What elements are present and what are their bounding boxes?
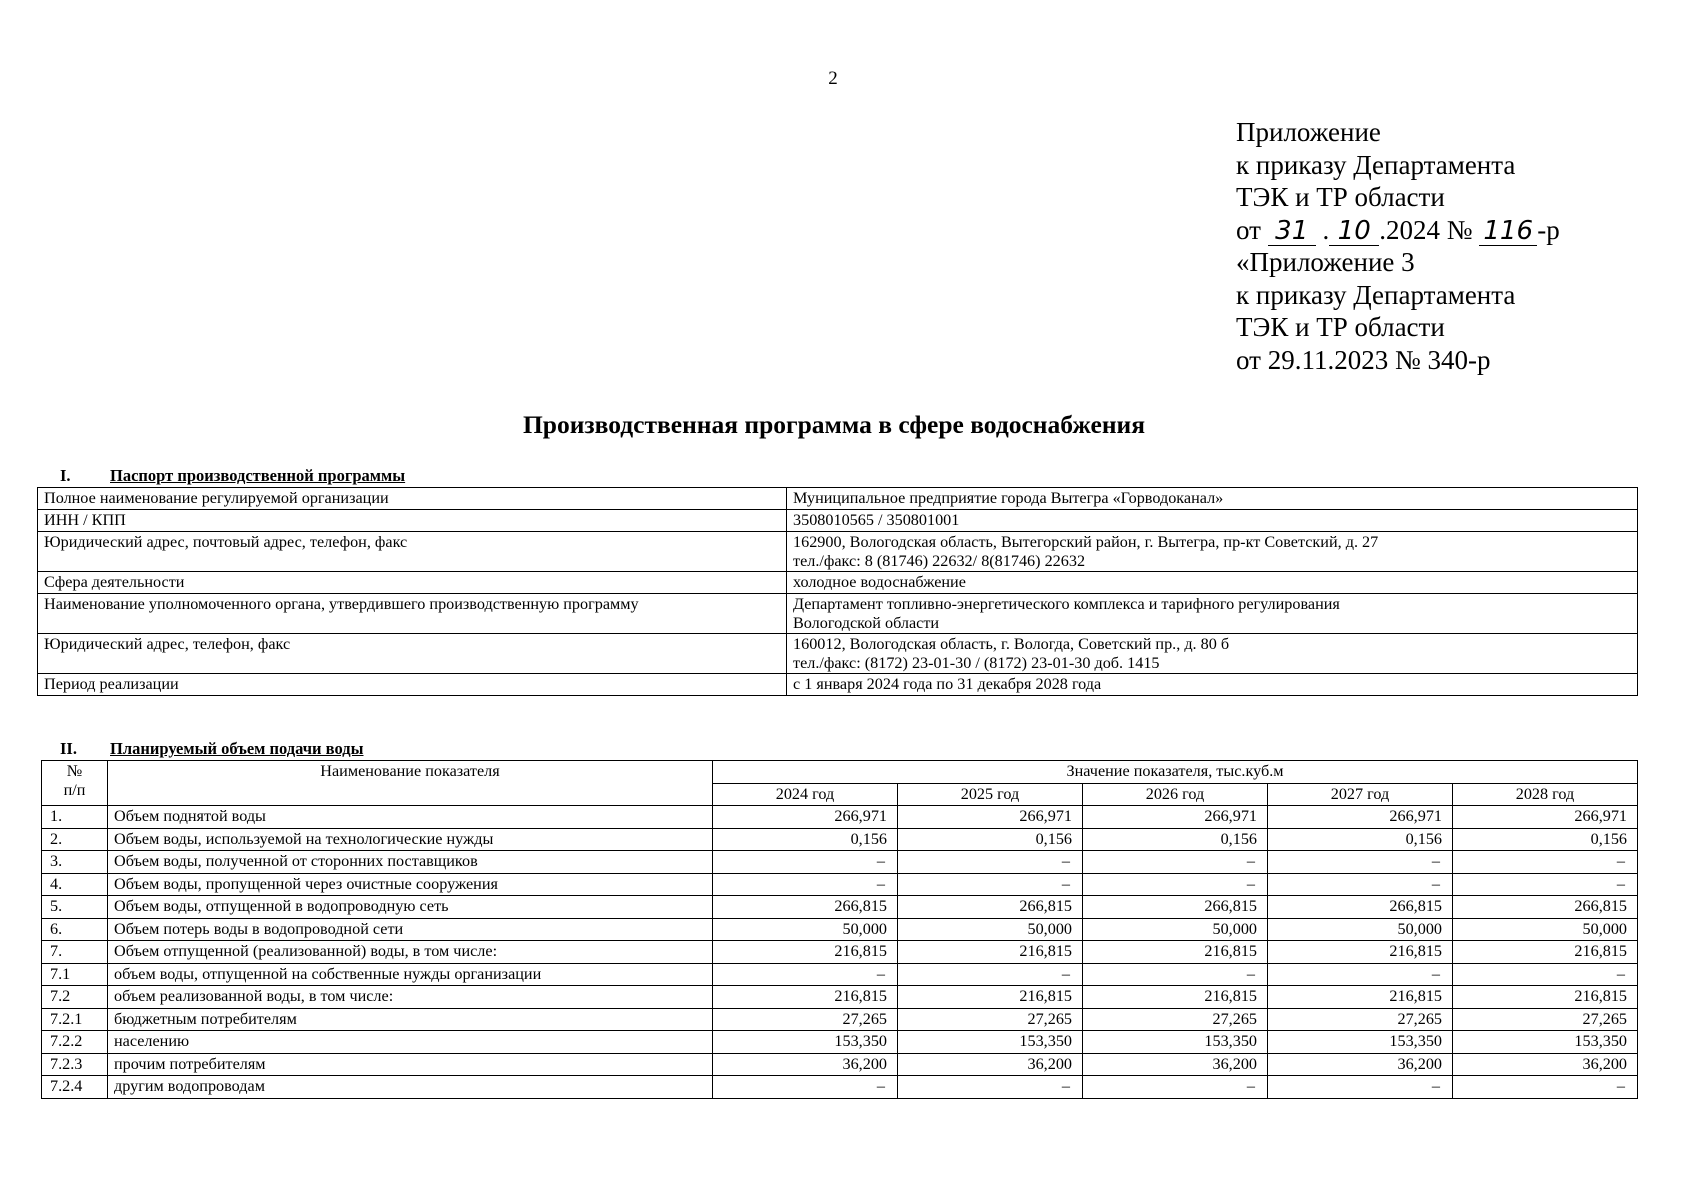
passport-label: ИНН / КПП — [38, 510, 787, 532]
appendix-reference — [1236, 116, 1560, 376]
indicator-value: 216,815 — [1453, 986, 1638, 1009]
passport-label: Сфера деятельности — [38, 572, 787, 594]
indicator-value: 27,265 — [898, 1008, 1083, 1031]
appendix-line: Приложение — [1236, 117, 1381, 147]
indicator-value: 153,350 — [713, 1031, 898, 1054]
row-number: 5. — [42, 896, 108, 919]
table-row — [38, 510, 1638, 532]
indicator-value: – — [713, 1076, 898, 1099]
passport-value — [787, 674, 1638, 696]
indicator-name: другим водопроводам — [108, 1076, 713, 1099]
section-2-number: II. — [60, 739, 77, 758]
appendix-suffix: -р — [1537, 214, 1560, 245]
table-row — [42, 986, 1638, 1009]
indicator-name: объем воды, отпущенной на собственные нужды организации — [108, 963, 713, 986]
row-number: 7.2 — [42, 986, 108, 1009]
indicator-value: – — [1083, 1076, 1268, 1099]
table-row — [42, 1031, 1638, 1054]
page-number: 2 — [828, 68, 838, 89]
row-number: 7.2.2 — [42, 1031, 108, 1054]
row-number: 7.2.1 — [42, 1008, 108, 1031]
passport-value-line: холодное водоснабжение — [793, 573, 966, 591]
indicator-value: – — [1083, 851, 1268, 874]
indicator-value: 216,815 — [1083, 986, 1268, 1009]
indicator-value: 50,000 — [1268, 918, 1453, 941]
row-number: 6. — [42, 918, 108, 941]
indicator-value: 153,350 — [898, 1031, 1083, 1054]
indicator-name: Объем потерь воды в водопроводной сети — [108, 918, 713, 941]
appendix-line: ТЭК и ТР области — [1236, 312, 1445, 342]
indicator-value: 216,815 — [1268, 941, 1453, 964]
indicator-value: 153,350 — [1083, 1031, 1268, 1054]
indicator-value: 266,971 — [1453, 806, 1638, 829]
row-number: 2. — [42, 828, 108, 851]
indicator-value: 266,815 — [898, 896, 1083, 919]
table-row — [42, 1008, 1638, 1031]
row-number: 7. — [42, 941, 108, 964]
indicator-value: 50,000 — [1453, 918, 1638, 941]
indicator-value: 216,815 — [713, 986, 898, 1009]
column-header-year: 2024 год — [713, 783, 898, 806]
passport-value — [787, 488, 1638, 510]
table-row — [42, 941, 1638, 964]
passport-value-line: тел./факс: (8172) 23-01-30 / (8172) 23-01-30 доб. 1415 — [793, 654, 1160, 672]
indicator-value: – — [898, 873, 1083, 896]
indicator-value: 36,200 — [1453, 1053, 1638, 1076]
appendix-line: к приказу Департамента — [1236, 149, 1516, 180]
indicator-name: прочим потребителям — [108, 1053, 713, 1076]
indicator-value: 0,156 — [1268, 828, 1453, 851]
indicator-value: – — [898, 963, 1083, 986]
section-2-heading — [60, 739, 364, 759]
section-1-title: Паспорт производственной программы — [110, 466, 406, 485]
appendix-line: «Приложение 3 — [1236, 247, 1415, 277]
indicator-value: 153,350 — [1453, 1031, 1638, 1054]
indicator-value: 0,156 — [1453, 828, 1638, 851]
indicator-value: – — [1083, 963, 1268, 986]
passport-value-line: с 1 января 2024 года по 31 декабря 2028 года — [793, 675, 1102, 693]
table-row — [38, 572, 1638, 594]
table-row — [42, 851, 1638, 874]
indicator-value: – — [713, 963, 898, 986]
indicator-value: 266,815 — [1268, 896, 1453, 919]
indicator-value: 36,200 — [713, 1053, 898, 1076]
indicator-value: 0,156 — [898, 828, 1083, 851]
row-number: 1. — [42, 806, 108, 829]
indicator-name: объем реализованной воды, в том числе: — [108, 986, 713, 1009]
indicator-value: 216,815 — [1453, 941, 1638, 964]
indicator-value: – — [1268, 851, 1453, 874]
indicator-value: 216,815 — [898, 941, 1083, 964]
column-header-year: 2027 год — [1268, 783, 1453, 806]
passport-value — [787, 532, 1638, 572]
table-row — [42, 873, 1638, 896]
indicator-value: 266,815 — [713, 896, 898, 919]
indicator-value: 216,815 — [898, 986, 1083, 1009]
table-row — [38, 488, 1638, 510]
indicator-value: 27,265 — [1268, 1008, 1453, 1031]
indicator-value: 153,350 — [1268, 1031, 1453, 1054]
document-title: Производственная программа в сфере водоснабжения — [522, 410, 1146, 439]
indicator-value: 27,265 — [1083, 1008, 1268, 1031]
table-row — [42, 1076, 1638, 1099]
indicator-name: Объем воды, используемой на технологические нужды — [108, 828, 713, 851]
passport-value-line: 3508010565 / 350801001 — [793, 511, 960, 529]
passport-value — [787, 510, 1638, 532]
column-header-year: 2025 год — [898, 783, 1083, 806]
table-header-row — [42, 761, 1638, 784]
indicator-value: 266,815 — [1083, 896, 1268, 919]
appendix-order-date-line: от 31 . 10 .2024 № 116 -р — [1236, 214, 1560, 246]
column-header-value-group: Значение показателя, тыс.куб.м — [713, 761, 1638, 784]
table-row — [38, 594, 1638, 634]
indicator-value: 216,815 — [1083, 941, 1268, 964]
appendix-line: от 29.11.2023 № 340-р — [1236, 344, 1491, 375]
indicator-value: 50,000 — [1083, 918, 1268, 941]
indicator-name: бюджетным потребителям — [108, 1008, 713, 1031]
indicator-value: – — [1453, 873, 1638, 896]
indicator-value: – — [1083, 873, 1268, 896]
handwritten-order-number: 116 — [1479, 217, 1537, 246]
column-header-year: 2026 год — [1083, 783, 1268, 806]
table-row — [42, 1053, 1638, 1076]
passport-value-line: тел./факс: 8 (81746) 22632/ 8(81746) 22632 — [793, 552, 1086, 570]
passport-table — [37, 487, 1638, 696]
passport-label: Юридический адрес, почтовый адрес, телефон, факс — [38, 532, 787, 572]
passport-value-line: Департамент топливно-энергетического комплекса и тарифного регулирования — [793, 595, 1340, 613]
indicator-value: 50,000 — [898, 918, 1083, 941]
appendix-line: ТЭК и ТР области — [1236, 182, 1445, 212]
indicator-name: Объем отпущенной (реализованной) воды, в том числе: — [108, 941, 713, 964]
indicator-name: Объем воды, полученной от сторонних поставщиков — [108, 851, 713, 874]
passport-value — [787, 634, 1638, 674]
indicator-value: – — [1453, 851, 1638, 874]
indicator-name: Объем воды, пропущенной через очистные сооружения — [108, 873, 713, 896]
passport-label: Период реализации — [38, 674, 787, 696]
indicator-value: 27,265 — [1453, 1008, 1638, 1031]
table-row — [38, 634, 1638, 674]
table-row — [38, 532, 1638, 572]
indicator-value: 266,971 — [1083, 806, 1268, 829]
section-2-title: Планируемый объем подачи воды — [110, 739, 364, 758]
indicator-value: 50,000 — [713, 918, 898, 941]
indicator-value: – — [1268, 873, 1453, 896]
indicator-value: – — [1453, 963, 1638, 986]
handwritten-day: 31 — [1268, 217, 1316, 246]
passport-value — [787, 572, 1638, 594]
column-header-number-line: № — [66, 762, 83, 780]
row-number: 3. — [42, 851, 108, 874]
indicator-value: – — [1268, 963, 1453, 986]
passport-value-line: Муниципальное предприятие города Вытегра «Горводоканал» — [793, 489, 1224, 507]
row-number: 7.1 — [42, 963, 108, 986]
indicator-value: 36,200 — [1268, 1053, 1453, 1076]
appendix-prefix: от — [1236, 214, 1261, 245]
table-row — [42, 896, 1638, 919]
indicator-value: – — [898, 851, 1083, 874]
indicator-value: 36,200 — [1083, 1053, 1268, 1076]
row-number: 7.2.3 — [42, 1053, 108, 1076]
table-row — [42, 806, 1638, 829]
indicator-value: – — [713, 851, 898, 874]
column-header-year: 2028 год — [1453, 783, 1638, 806]
table-row — [38, 674, 1638, 696]
indicator-value: 0,156 — [713, 828, 898, 851]
passport-value-line: 160012, Вологодская область, г. Вологда, Советский пр., д. 80 б — [793, 635, 1230, 653]
column-header-indicator: Наименование показателя — [108, 761, 713, 806]
handwritten-month: 10 — [1329, 217, 1379, 246]
indicator-value: 266,971 — [713, 806, 898, 829]
passport-label: Полное наименование регулируемой организации — [38, 488, 787, 510]
column-header-number-line: п/п — [63, 781, 86, 799]
section-1-number: I. — [60, 466, 71, 485]
passport-label: Юридический адрес, телефон, факс — [38, 634, 787, 674]
indicator-value: 216,815 — [713, 941, 898, 964]
passport-label: Наименование уполномоченного органа, утвердившего производственную программу — [38, 594, 787, 634]
appendix-line: к приказу Департамента — [1236, 279, 1516, 310]
indicator-value: 266,971 — [898, 806, 1083, 829]
indicator-value: 216,815 — [1268, 986, 1453, 1009]
indicator-value: – — [1453, 1076, 1638, 1099]
passport-value-line: 162900, Вологодская область, Вытегорский район, г. Вытегра, пр-кт Советский, д. 27 — [793, 533, 1379, 551]
table-row — [42, 963, 1638, 986]
indicator-value: – — [713, 873, 898, 896]
indicator-name: Объем поднятой воды — [108, 806, 713, 829]
indicator-value: 27,265 — [713, 1008, 898, 1031]
water-supply-table — [41, 760, 1638, 1099]
table-row — [42, 828, 1638, 851]
passport-value-line: Вологодской области — [793, 614, 940, 632]
row-number: 7.2.4 — [42, 1076, 108, 1099]
indicator-name: населению — [108, 1031, 713, 1054]
column-header-number — [42, 761, 108, 806]
indicator-value: – — [898, 1076, 1083, 1099]
indicator-value: 36,200 — [898, 1053, 1083, 1076]
indicator-value: 266,971 — [1268, 806, 1453, 829]
indicator-value: 0,156 — [1083, 828, 1268, 851]
section-1-heading — [60, 466, 405, 486]
indicator-name: Объем воды, отпущенной в водопроводную сеть — [108, 896, 713, 919]
indicator-value: 266,815 — [1453, 896, 1638, 919]
table-row — [42, 918, 1638, 941]
appendix-year: .2024 № — [1379, 214, 1473, 245]
passport-value — [787, 594, 1638, 634]
indicator-value: – — [1268, 1076, 1453, 1099]
row-number: 4. — [42, 873, 108, 896]
